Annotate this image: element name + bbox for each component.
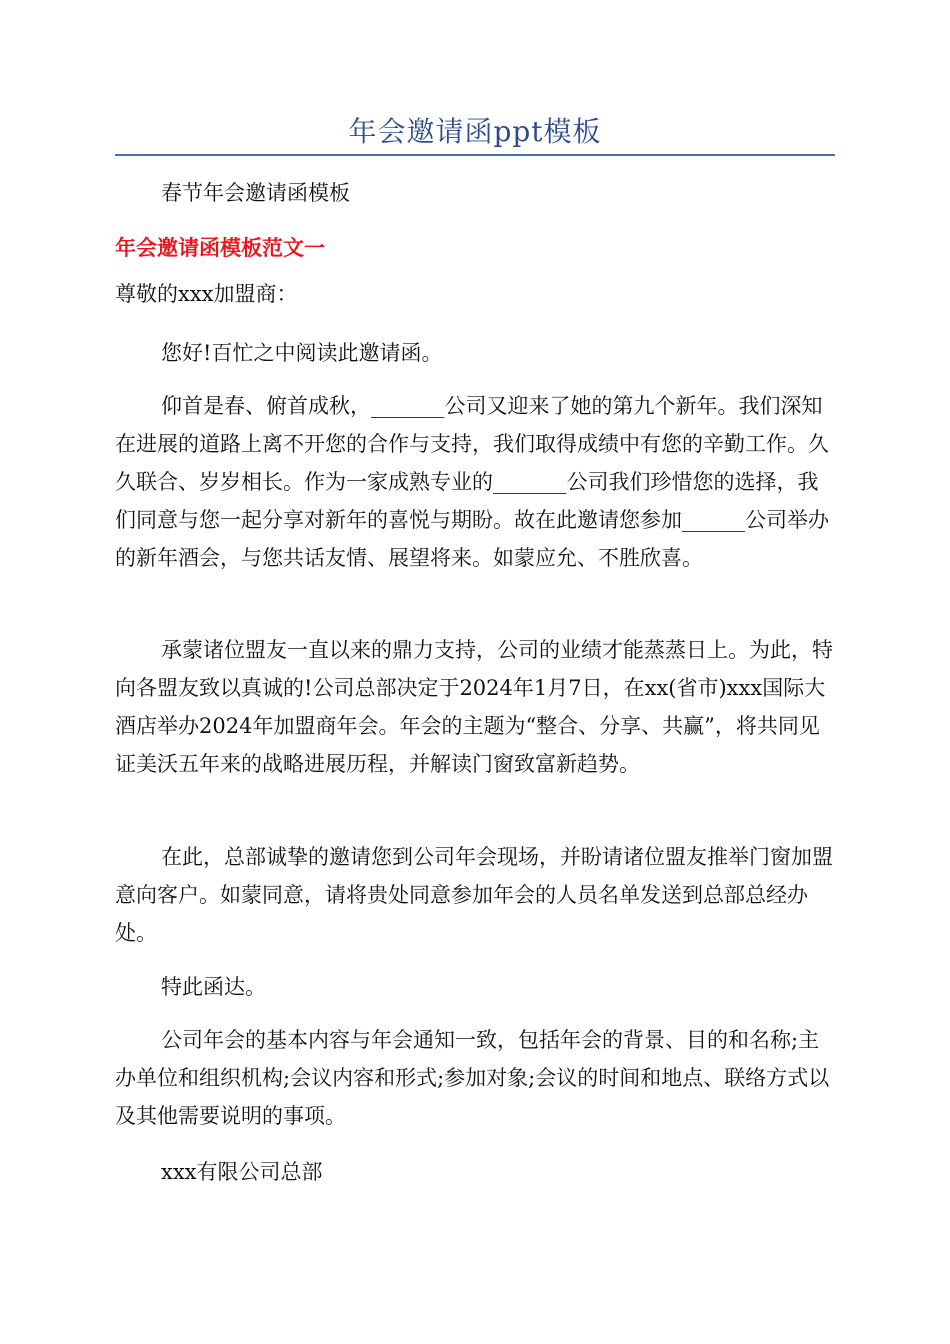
paragraph-invitation: 在此，总部诚挚的邀请您到公司年会现场，并盼请诸位盟友推举门窗加盟意向客户。如蒙同意，请将贵处同意参加年会的人员名单发送到总部总经办处。	[115, 845, 833, 945]
title-underline	[115, 154, 835, 156]
subtitle: 春节年会邀请函模板	[161, 181, 350, 205]
paragraph-greeting: 您好!百忙之中阅读此邀请函。	[161, 341, 443, 365]
paragraph-annual-meeting: 承蒙诸位盟友一直以来的鼎力支持，公司的业绩才能蒸蒸日上。为此，特向各盟友致以真诚的!公司总部决定于2024年1月7日，在xx(省市)xxx国际大酒店举办2024年加盟商年会。年会的主题为“整合、分享、共赢”，将共同见证美沃五年来的战略进展历程，并解读门窗致富新趋势。	[115, 638, 833, 776]
paragraph-closing: 特此函达。	[161, 975, 266, 999]
document-title: 年会邀请函ppt模板	[348, 115, 602, 148]
salutation: 尊敬的xxx加盟商：	[115, 282, 298, 306]
signature: xxx有限公司总部	[161, 1160, 323, 1184]
paragraph-new-year: 仰首是春、俯首成秋，_______公司又迎来了她的第九个新年。我们深知在进展的道路上离不开您的合作与支持，我们取得成绩中有您的辛勤工作。久久联合、岁岁相长。作为一家成熟专业的_______公司我们珍惜您的选择，我们同意与您一起分享对新年的喜悦与期盼。故在此邀请您参加______公司举办的新年酒会，与您共话友情、展望将来。如蒙应允、不胜欣喜。	[115, 394, 829, 570]
section-heading: 年会邀请函模板范文一	[115, 236, 325, 260]
paragraph-content-note: 公司年会的基本内容与年会通知一致，包括年会的背景、目的和名称;主办单位和组织机构;会议内容和形式;参加对象;会议的时间和地点、联络方式以及其他需要说明的事项。	[115, 1028, 830, 1128]
